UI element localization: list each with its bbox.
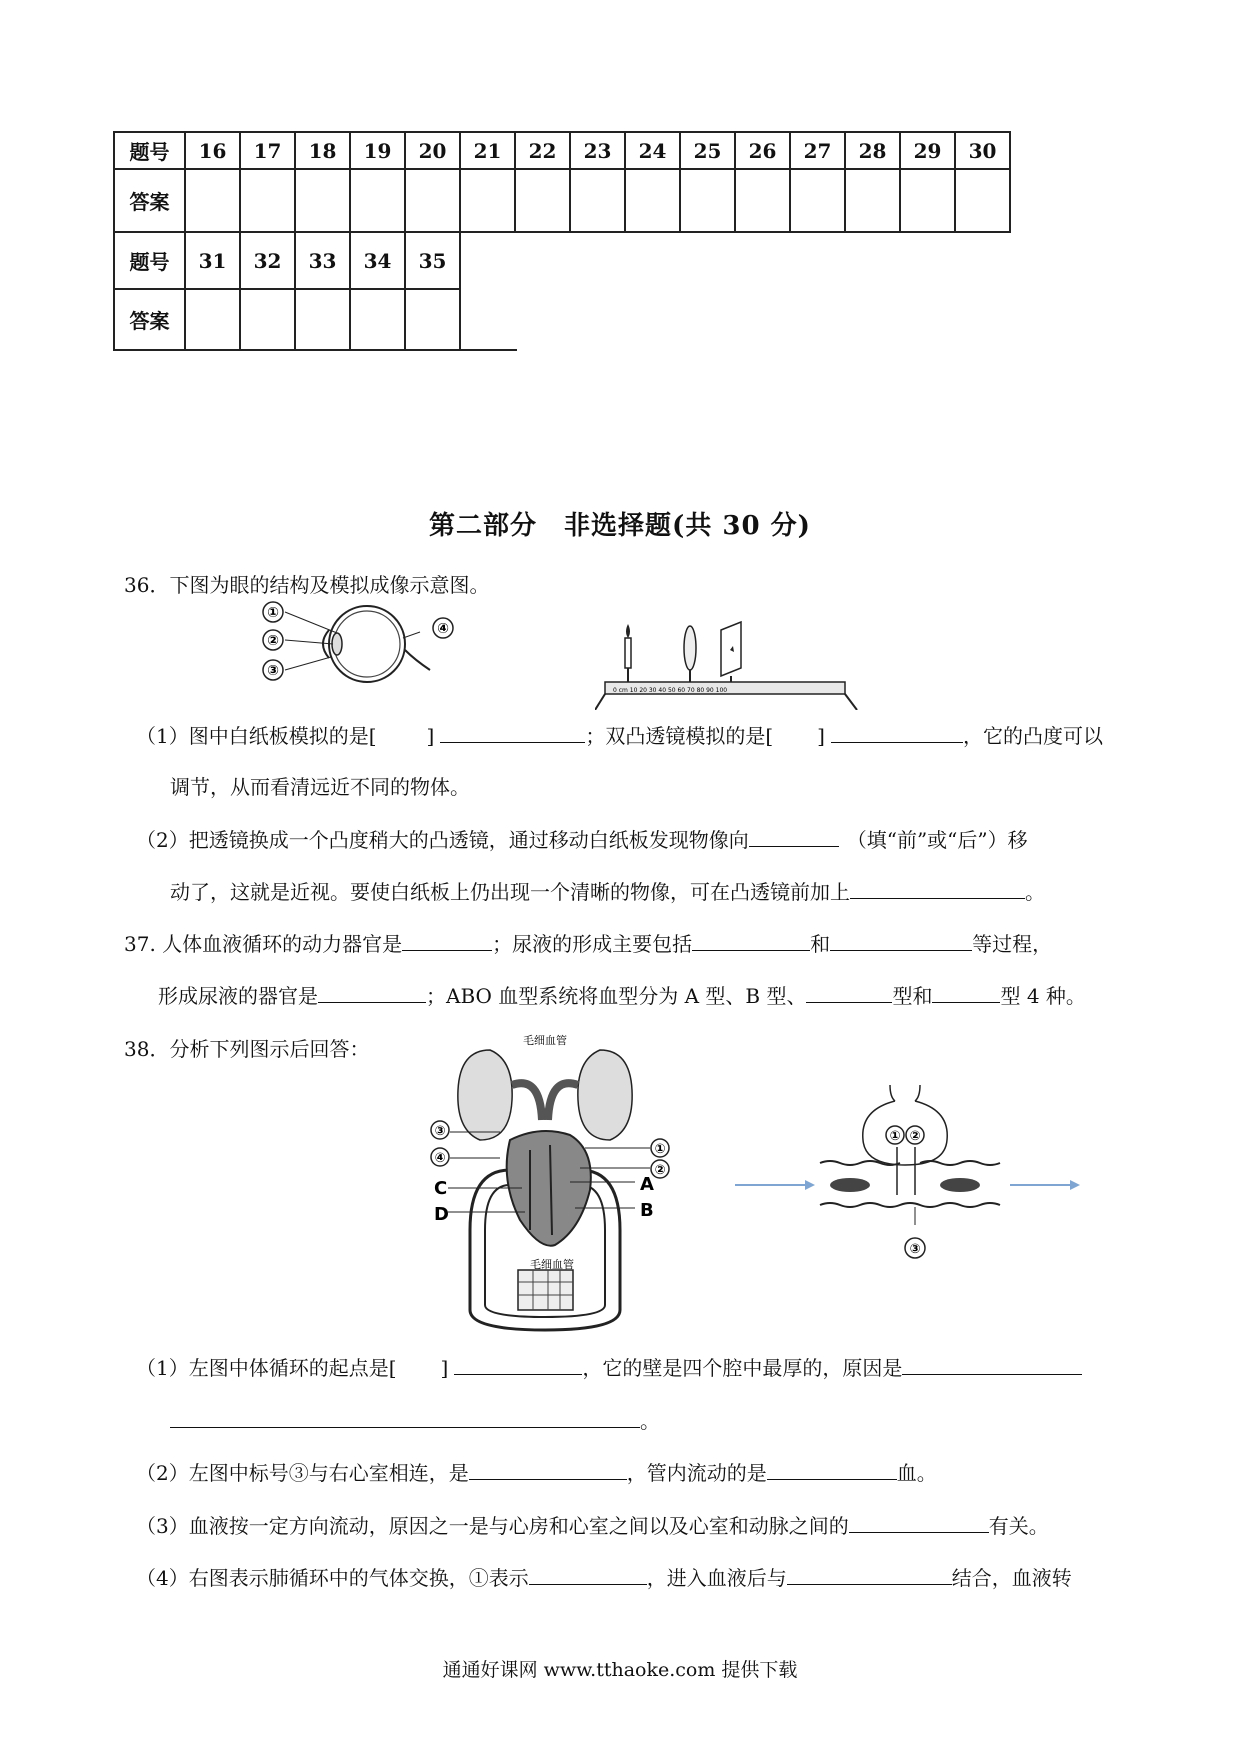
answer-blank[interactable] bbox=[767, 1459, 897, 1480]
q36-p1-text-d: ] bbox=[817, 724, 825, 748]
q36-p1-text-b: ] bbox=[426, 724, 435, 748]
answer-cell[interactable] bbox=[295, 169, 350, 232]
answer-row bbox=[114, 289, 1010, 350]
pulmonary-vessel-right bbox=[548, 1083, 578, 1120]
question-number: 19 bbox=[350, 132, 405, 169]
question-number: 22 bbox=[515, 132, 570, 169]
heart-label-3: ③ bbox=[434, 1124, 446, 1139]
q38-p3-text-a: （3）血液按一定方向流动，原因之一是与心房和心室之间以及心室和动脉之间的 bbox=[136, 1514, 849, 1538]
answer-cell[interactable] bbox=[625, 169, 680, 232]
question-number: 23 bbox=[570, 132, 625, 169]
answer-cell[interactable] bbox=[570, 169, 625, 232]
heart-label-A: A bbox=[640, 1174, 654, 1195]
answer-blank[interactable] bbox=[849, 1512, 989, 1533]
red-blood-cell bbox=[940, 1178, 980, 1192]
candle bbox=[625, 638, 631, 668]
question-number: 17 bbox=[240, 132, 295, 169]
q38-part1-line2 bbox=[170, 1407, 660, 1435]
question-number: 24 bbox=[625, 132, 680, 169]
eye-label-1: ① bbox=[267, 605, 279, 621]
rail-leg-right bbox=[845, 694, 857, 710]
capillary-wall-bottom bbox=[820, 1203, 1000, 1207]
answer-cell[interactable] bbox=[350, 289, 405, 350]
answer-label: 答案 bbox=[114, 289, 185, 350]
answer-cell[interactable] bbox=[515, 169, 570, 232]
q38-p4-text-b: ，进入血液后与 bbox=[646, 1566, 787, 1590]
eye-label-3: ③ bbox=[267, 663, 279, 679]
heart-label-B: B bbox=[640, 1200, 654, 1221]
alveolus-label-3: ③ bbox=[909, 1242, 921, 1257]
question-number: 16 bbox=[185, 132, 240, 169]
answer-cell[interactable] bbox=[845, 169, 900, 232]
heart-label-C: C bbox=[434, 1178, 448, 1199]
page-footer: 通通好课网 www.tthaoke.com 提供下载 bbox=[442, 1659, 798, 1681]
q38-part3 bbox=[136, 1512, 1049, 1540]
question-number: 32 bbox=[240, 232, 295, 289]
question-number: 21 bbox=[460, 132, 515, 169]
answer-blank[interactable] bbox=[318, 982, 426, 1003]
q38-p1-text-b: ] bbox=[440, 1356, 449, 1380]
eye-inner-layer bbox=[334, 611, 400, 677]
optical-bench-diagram bbox=[595, 600, 860, 710]
answer-cell[interactable] bbox=[405, 169, 460, 232]
q36-p1-text-a: （1）图中白纸板模拟的是[ bbox=[136, 724, 377, 748]
q36-p2-text-b: （填“前”或“后”）移 bbox=[846, 828, 1028, 852]
q36-p2-end: 。 bbox=[1025, 880, 1045, 904]
body-capillary-bed bbox=[518, 1270, 573, 1310]
q38-p2-text-a: （2）左图中标号③与右心室相连，是 bbox=[136, 1461, 469, 1485]
eye-label-2: ② bbox=[267, 633, 279, 649]
q37-text-c: 和 bbox=[810, 932, 831, 956]
capillary-label-bottom: 毛细血管 bbox=[530, 1258, 574, 1271]
answer-cell[interactable] bbox=[350, 169, 405, 232]
answer-cell[interactable] bbox=[240, 289, 295, 350]
answer-blank[interactable] bbox=[830, 930, 972, 951]
answer-blank[interactable] bbox=[529, 1564, 647, 1585]
answer-label: 答案 bbox=[114, 169, 185, 232]
pointer-3 bbox=[285, 657, 331, 670]
q38-p2-text-c: 血。 bbox=[896, 1461, 937, 1485]
answer-cell[interactable] bbox=[735, 169, 790, 232]
alveolus bbox=[863, 1101, 947, 1165]
flame bbox=[626, 624, 630, 638]
question-number-row bbox=[114, 232, 1010, 289]
gas-exchange-diagram bbox=[735, 1085, 1095, 1270]
question-number: 29 bbox=[900, 132, 955, 169]
eye-label-4: ④ bbox=[437, 621, 449, 637]
q36-p2-text-a: （2）把透镜换成一个凸度稍大的凸透镜，通过移动白纸板发现物像向 bbox=[136, 828, 749, 852]
lens bbox=[332, 633, 342, 655]
answer-cell[interactable] bbox=[185, 169, 240, 232]
q37-text-h: 型 4 种。 bbox=[1000, 984, 1086, 1008]
answer-blank[interactable] bbox=[787, 1564, 952, 1585]
answer-cell[interactable] bbox=[680, 169, 735, 232]
question-number: 25 bbox=[680, 132, 735, 169]
q38-part1 bbox=[136, 1354, 1082, 1382]
question-number: 31 bbox=[185, 232, 240, 289]
pulmonary-vessel-left bbox=[512, 1083, 542, 1120]
q37-text-e: 形成尿液的器官是 bbox=[158, 984, 318, 1008]
flow-arrow-out-head bbox=[1070, 1180, 1080, 1190]
red-blood-cell bbox=[830, 1178, 870, 1192]
q37-text-g: 型和 bbox=[892, 984, 933, 1008]
header-label: 题号 bbox=[114, 232, 185, 289]
q38-part4 bbox=[136, 1564, 1072, 1592]
question-number: 35 bbox=[405, 232, 460, 289]
q38-part2 bbox=[136, 1459, 937, 1487]
question-number: 18 bbox=[295, 132, 350, 169]
answer-blank[interactable] bbox=[831, 722, 963, 743]
answer-blank[interactable] bbox=[806, 982, 892, 1003]
q36-p2-text-line2: 动了，这就是近视。要使白纸板上仍出现一个清晰的物像，可在凸透镜前加上 bbox=[170, 880, 850, 904]
pointer-2 bbox=[285, 640, 333, 644]
pointer-1 bbox=[285, 612, 337, 633]
heart-label-D: D bbox=[434, 1204, 449, 1225]
q38-p1-text-c: ，它的壁是四个腔中最厚的，原因是 bbox=[582, 1356, 903, 1380]
answer-row bbox=[114, 169, 1010, 232]
q36-p1-text-c: ；双凸透镜模拟的是[ bbox=[585, 724, 774, 748]
heart-label-1: ① bbox=[654, 1142, 666, 1157]
eye-diagram bbox=[255, 600, 455, 690]
section-title: 第二部分 非选择题(共 30 分) bbox=[429, 511, 811, 541]
answer-blank[interactable] bbox=[932, 982, 1000, 1003]
left-lung bbox=[458, 1050, 512, 1140]
answer-cell[interactable] bbox=[295, 289, 350, 350]
question-number-row bbox=[114, 132, 1010, 169]
answer-table bbox=[113, 131, 1011, 351]
answer-blank[interactable] bbox=[440, 722, 585, 743]
table-tail-line bbox=[459, 349, 517, 351]
question-number: 27 bbox=[790, 132, 845, 169]
answer-blank[interactable] bbox=[749, 826, 839, 847]
q37-line2 bbox=[158, 982, 1086, 1010]
q38-p1-text-a: （1）左图中体循环的起点是[ bbox=[136, 1356, 397, 1380]
answer-cell[interactable] bbox=[405, 289, 460, 350]
q36-part2-line2 bbox=[170, 878, 1045, 906]
question-number: 30 bbox=[955, 132, 1010, 169]
q38-p1-end: 。 bbox=[640, 1409, 660, 1433]
ruler-scale: 0 cm 10 20 30 40 50 60 70 80 90 100 bbox=[613, 687, 728, 694]
question-number: 20 bbox=[405, 132, 460, 169]
q36-part2 bbox=[136, 826, 1028, 854]
answer-cell[interactable] bbox=[900, 169, 955, 232]
q38-p4-text-a: （4）右图表示肺循环中的气体交换，①表示 bbox=[136, 1566, 529, 1590]
bronchiole bbox=[890, 1085, 920, 1101]
pointer-4 bbox=[403, 632, 420, 638]
circulation-diagram bbox=[430, 1030, 710, 1340]
answer-blank[interactable] bbox=[402, 930, 492, 951]
q36-p1-text-e: ，它的凸度可以 bbox=[962, 724, 1103, 748]
q37-text-d: 等过程， bbox=[972, 932, 1053, 956]
question-number: 28 bbox=[845, 132, 900, 169]
q36-stem: 36．下图为眼的结构及模拟成像示意图。 bbox=[124, 573, 490, 597]
optic-nerve bbox=[405, 650, 430, 670]
q37-line1 bbox=[124, 930, 1052, 958]
alveolus-label-2: ② bbox=[909, 1129, 921, 1144]
q38-p3-text-b: 有关。 bbox=[988, 1514, 1049, 1538]
question-number: 34 bbox=[350, 232, 405, 289]
answer-cell[interactable] bbox=[460, 169, 515, 232]
q36-part1 bbox=[136, 722, 1103, 750]
header-label: 题号 bbox=[114, 132, 185, 169]
heart-label-4: ④ bbox=[434, 1151, 446, 1166]
q38-p4-text-c: 结合，血液转 bbox=[951, 1566, 1072, 1590]
answer-blank[interactable] bbox=[850, 878, 1025, 899]
q38-p2-text-b: ，管内流动的是 bbox=[626, 1461, 767, 1485]
answer-cell[interactable] bbox=[185, 289, 240, 350]
capillary-label-top: 毛细血管 bbox=[523, 1034, 567, 1047]
convex-lens bbox=[684, 626, 696, 670]
alveolus-label-1: ① bbox=[889, 1129, 901, 1144]
answer-blank[interactable] bbox=[170, 1407, 640, 1428]
q37-text-a: 37. 人体血液循环的动力器官是 bbox=[124, 932, 403, 956]
answer-blank[interactable] bbox=[454, 1354, 582, 1375]
heart-label-2: ② bbox=[654, 1163, 666, 1178]
question-number: 33 bbox=[295, 232, 350, 289]
q37-text-b: ；尿液的形成主要包括 bbox=[492, 932, 693, 956]
right-lung bbox=[578, 1050, 632, 1140]
answer-blank[interactable] bbox=[469, 1459, 627, 1480]
question-number: 26 bbox=[735, 132, 790, 169]
rail-leg-left bbox=[595, 694, 605, 710]
q37-text-f: ；ABO 血型系统将血型分为 A 型、B 型、 bbox=[426, 984, 807, 1008]
answer-blank[interactable] bbox=[902, 1354, 1082, 1375]
flow-arrow-in-head bbox=[805, 1180, 815, 1190]
q38-stem: 38．分析下列图示后回答： bbox=[124, 1037, 370, 1061]
answer-cell[interactable] bbox=[240, 169, 295, 232]
answer-cell[interactable] bbox=[790, 169, 845, 232]
q36-part1-line2: 调节，从而看清远近不同的物体。 bbox=[170, 775, 470, 799]
answer-cell[interactable] bbox=[955, 169, 1010, 232]
answer-blank[interactable] bbox=[692, 930, 810, 951]
